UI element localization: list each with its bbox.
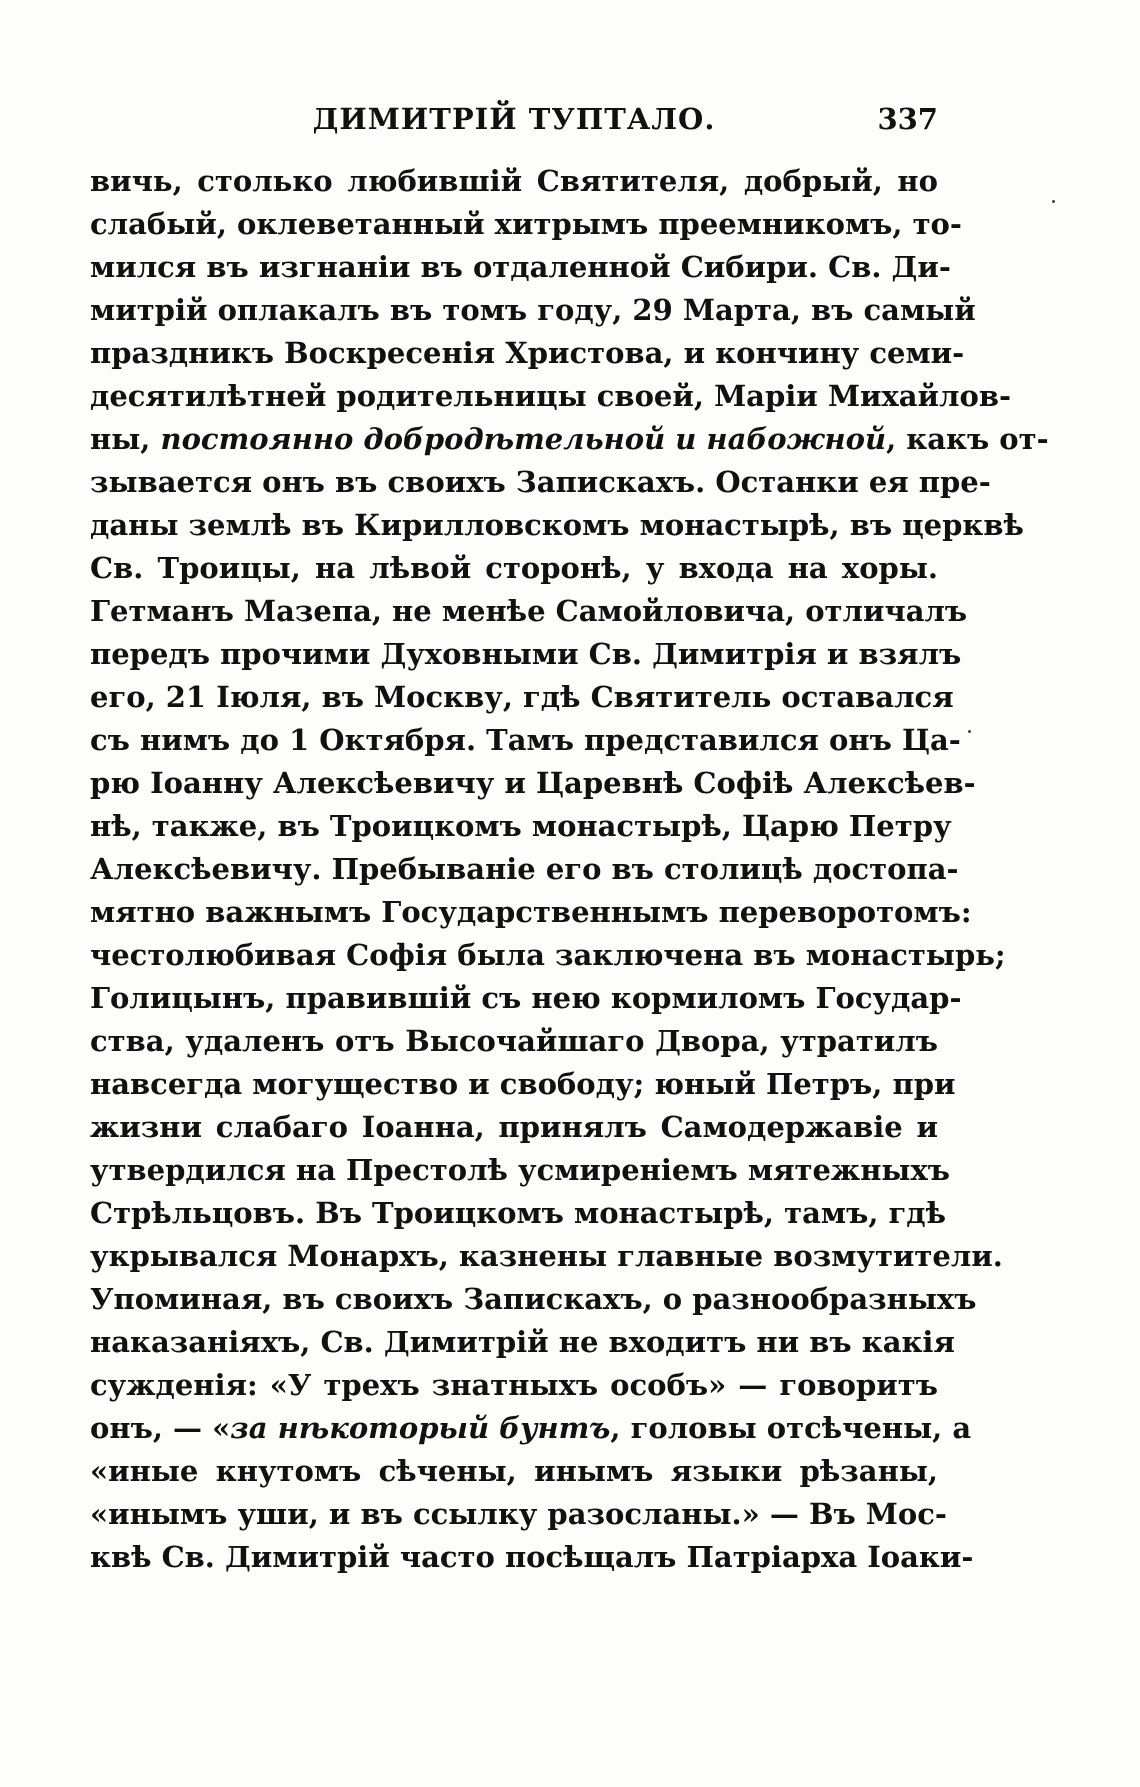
text-line: зывается онъ въ своихъ Запискахъ. Останки ея пре- — [90, 465, 991, 499]
text-line: даны землѣ въ Кирилловскомъ монастырѣ, въ церквѣ — [90, 508, 1024, 542]
text-line: Упоминая, въ своихъ Запискахъ, о разнообразныхъ — [90, 1282, 977, 1316]
italic-phrase: за нѣкоторый бунтъ — [230, 1411, 611, 1445]
text-line: наказаніяхъ, Св. Димитрій не входитъ ни въ какія — [90, 1325, 955, 1359]
text-line: рю Іоанну Алексѣевичу и Царевнѣ Софіѣ Алексѣев- — [90, 766, 976, 800]
text-line: «иные кнутомъ сѣчены, инымъ языки рѣзаны, — [90, 1454, 938, 1488]
print-speck — [968, 730, 971, 733]
text-line: Св. Троицы, на лѣвой сторонѣ, у входа на хоры. — [90, 551, 938, 585]
text-line: мятно важнымъ Государственнымъ переворотомъ: — [90, 895, 972, 929]
running-head: ДИМИТРІЙ ТУПТАЛО. — [312, 102, 716, 136]
text-run: , какъ от- — [886, 422, 1049, 456]
text-line: слабый, оклеветанный хитрымъ преемникомъ, то- — [90, 207, 962, 241]
text-line: передъ прочими Духовными Св. Димитрія и взялъ — [90, 637, 962, 671]
text-run: ны, — [90, 422, 161, 456]
text-line: праздникъ Воскресенія Христова, и кончину семи- — [90, 336, 965, 370]
text-line: ства, удаленъ отъ Высочайшаго Двора, утратилъ — [90, 1024, 938, 1058]
text-line — [90, 418, 1049, 461]
text-line: мился въ изгнаніи въ отдаленной Сибири. Св. Ди- — [90, 250, 951, 284]
text-line: «инымъ уши, и въ ссылку разосланы.» — Въ Мос- — [90, 1497, 947, 1531]
text-line: съ нимъ до 1 Октября. Тамъ представился онъ Ца- — [90, 723, 961, 757]
italic-phrase: постоянно добродѣтельной и набожной — [160, 422, 887, 456]
text-line: митрій оплакалъ въ томъ году, 29 Марта, въ самый — [90, 293, 976, 327]
text-line — [90, 1407, 972, 1450]
text-line: сужденія: «У трехъ знатныхъ особъ» — говоритъ — [90, 1368, 938, 1402]
print-speck — [1052, 200, 1055, 203]
page-number: 337 — [877, 102, 938, 136]
text-line: вичь, столько любившій Святителя, добрый, но — [90, 164, 938, 198]
text-line: нѣ, также, въ Троицкомъ монастырѣ, Царю Петру — [90, 809, 952, 843]
text-line: Гетманъ Мазепа, не менѣе Самойловича, отличалъ — [90, 594, 968, 628]
text-run: онъ, — « — [90, 1411, 231, 1445]
text-line: его, 21 Іюля, въ Москву, гдѣ Святитель оставался — [90, 680, 954, 714]
text-line: укрывался Монархъ, казнены главные возмутители. — [90, 1239, 1003, 1273]
text-line: Стрѣльцовъ. Въ Троицкомъ монастырѣ, тамъ, гдѣ — [90, 1196, 946, 1230]
text-line: Голицынъ, правившій съ нею кормиломъ Государ- — [90, 981, 962, 1015]
text-line: Алексѣевичу. Пребываніе его въ столицѣ достопа- — [90, 852, 959, 886]
body-text — [90, 160, 1049, 1579]
text-line: честолюбивая Софія была заключена въ монастырь; — [90, 938, 1006, 972]
text-line: утвердился на Престолѣ усмиреніемъ мятежныхъ — [90, 1153, 951, 1187]
text-line: навсегда могущество и свободу; юный Петръ, при — [90, 1067, 956, 1101]
text-line: десятилѣтней родительницы своей, Маріи Михайлов- — [90, 379, 1012, 413]
page-header — [90, 102, 938, 150]
text-line: квѣ Св. Димитрій часто посѣщалъ Патріарха Іоаки- — [90, 1540, 974, 1574]
text-run: , головы отсѣчены, а — [610, 1411, 972, 1445]
text-line: жизни слабаго Іоанна, принялъ Самодержавіе и — [90, 1110, 938, 1144]
